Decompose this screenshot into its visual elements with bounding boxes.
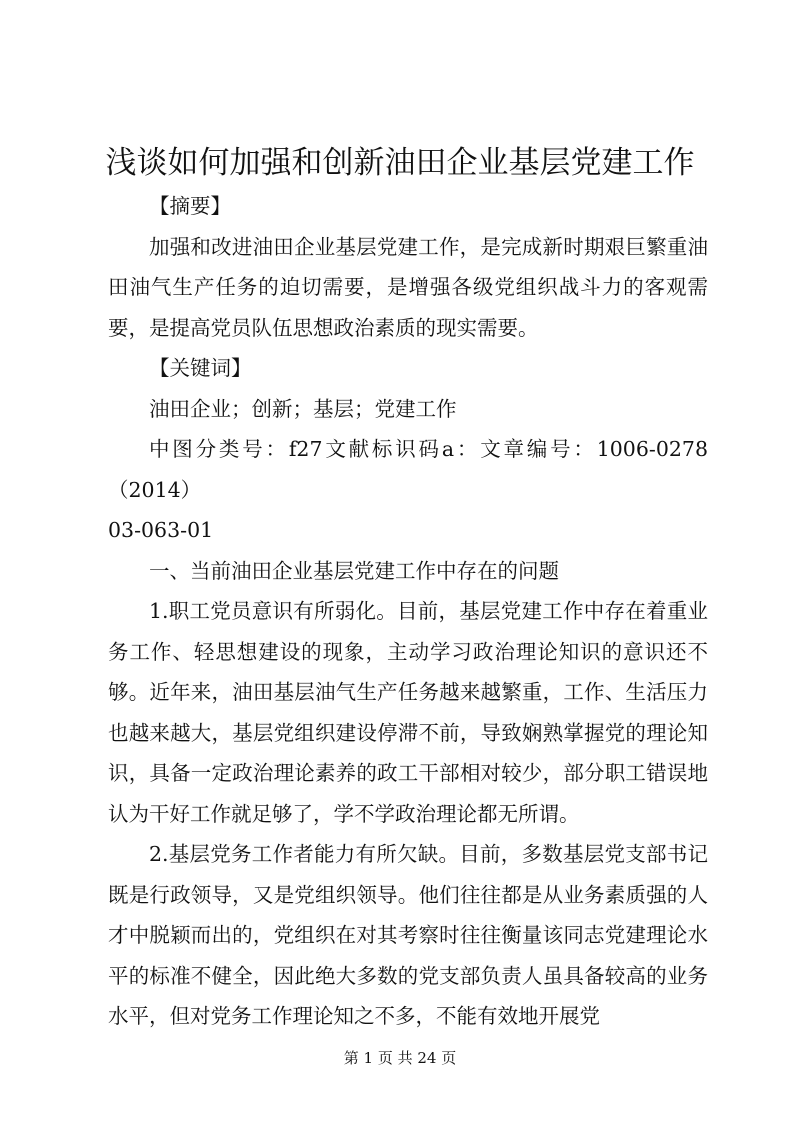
abstract-heading: 【摘要】: [149, 194, 231, 218]
classification-line: 中图分类号：f27文献标识码a：文章编号：1006-0278（2014）: [108, 437, 708, 502]
abstract-text: 加强和改进油田企业基层党建工作，是完成新时期艰巨繁重油田油气生产任务的迫切需要，是增强各级党组织战斗力的客观需要，是提高党员队伍思想政治素质的现实需要。: [108, 234, 708, 340]
page-footer: 第 1 页 共 24 页: [343, 1049, 457, 1067]
keywords-text: 油田企业；创新；基层；党建工作: [149, 396, 457, 421]
paragraph-1: 1.职工党员意识有所弱化。目前，基层党建工作中存在着重业务工作、轻思想建设的现象，主动学习政治理论知识的意识还不够。近年来，油田基层油气生产任务越来越繁重，工作、生活压力也越来越大，基层党组织建设停滞不前，导致娴熟掌握党的理论知识，具备一定政治理论素养的政工干部相对较少，部分职工错误地认为干好工作就足够了，学不学政治理论都无所谓。: [108, 599, 708, 826]
classification-line-continued: 03-063-01: [108, 518, 214, 542]
document-body: [108, 186, 708, 1037]
section-heading: 一、当前油田企业基层党建工作中存在的问题: [149, 558, 559, 583]
keywords-heading: 【关键词】: [149, 356, 252, 380]
paragraph-2: 2.基层党务工作者能力有所欠缺。目前，多数基层党支部书记既是行政领导，又是党组织领导。他们往往都是从业务素质强的人才中脱颖而出的，党组织在对其考察时往往衡量该同志党建理论水平的标准不健全，因此绝大多数的党支部负责人虽具备较高的业务水平，但对党务工作理论知之不多，不能有效地开展党: [108, 842, 708, 1028]
document-title: 浅谈如何加强和创新油田企业基层党建工作: [105, 145, 695, 181]
